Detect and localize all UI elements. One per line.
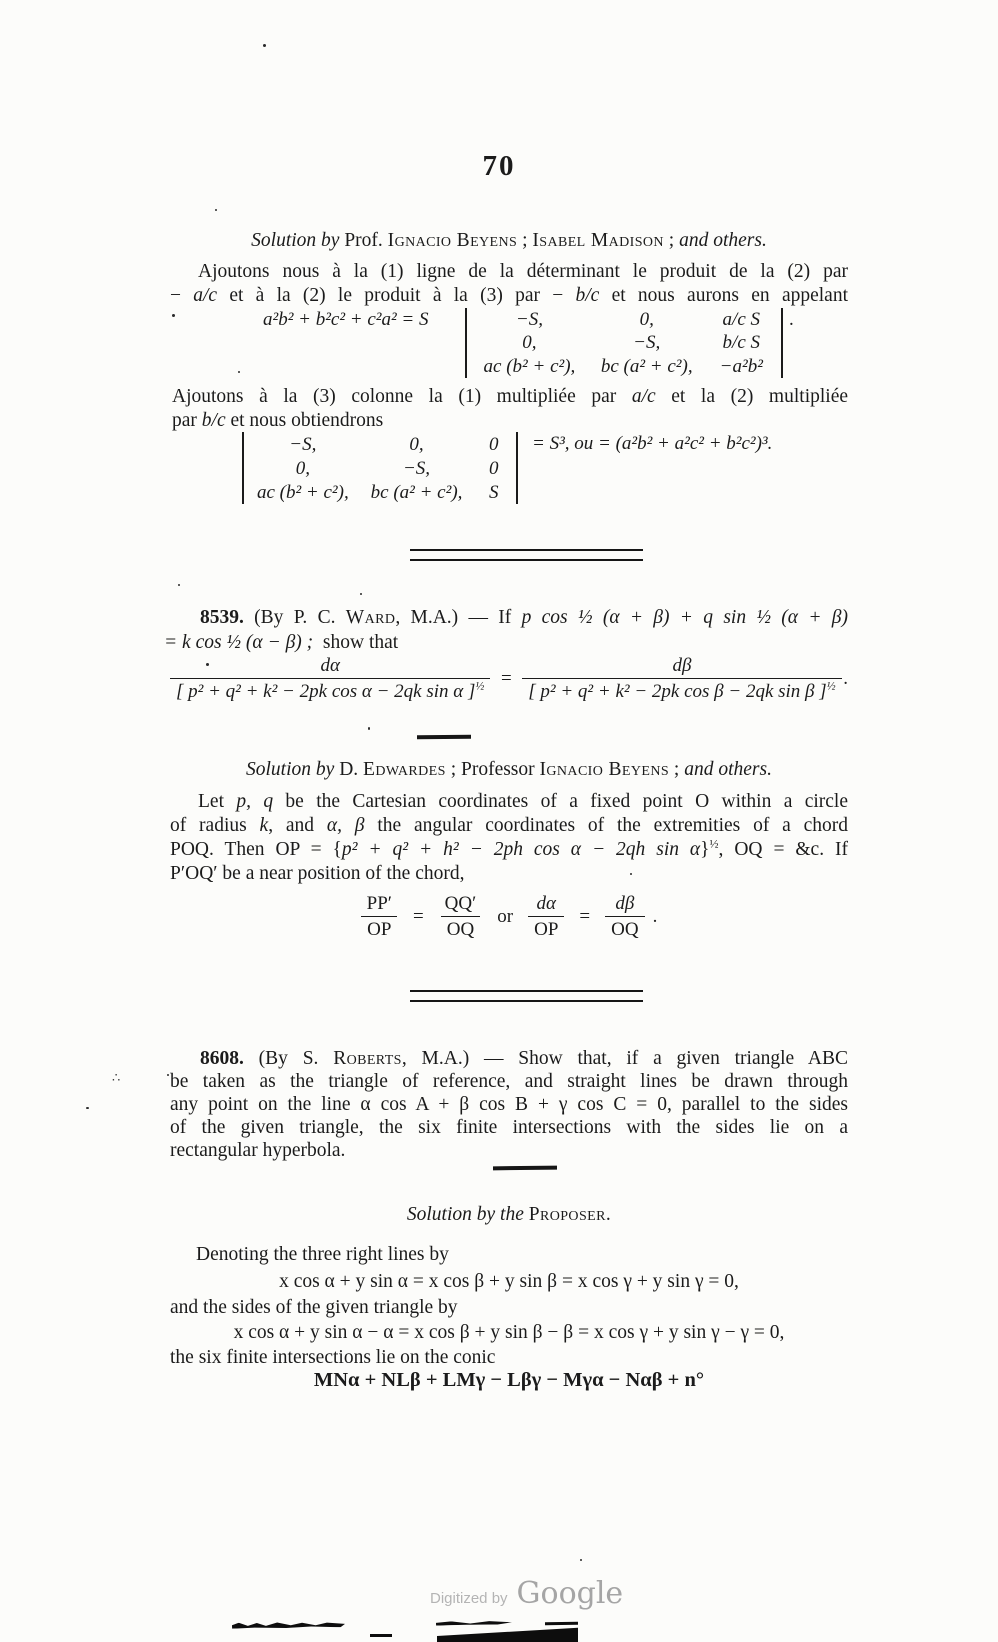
denominator-text: [ p² + q² + k² − 2pk cos β − 2qk sin β ] — [528, 681, 827, 702]
text-segment: − — [170, 285, 194, 306]
exponent: ½ — [826, 678, 836, 693]
determinant-2 — [242, 432, 772, 504]
text-segment: Let — [198, 791, 237, 812]
matrix-cell: −S, — [633, 332, 661, 354]
text-segment: Isabel Madison — [532, 230, 664, 251]
solution-8608-text-2: and the sides of the given triangle by — [170, 1297, 458, 1318]
matrix-cell: 0 — [488, 457, 499, 479]
matrix-cell: −S, — [515, 309, 543, 331]
matrix-cell: 0 — [488, 433, 499, 455]
google-logo: Google — [516, 1576, 624, 1611]
paragraph-french-1-line-1: Ajoutons nous à la (1) ligne de la déterminant le produit de la (2) par — [198, 261, 848, 282]
determinant-1-matrix — [467, 308, 781, 378]
fraction-denominator — [522, 678, 841, 702]
text-segment: ; Professor — [445, 759, 540, 780]
problem-8539-heading-line-1 — [170, 606, 848, 630]
solution-divider-rule — [417, 735, 471, 739]
solution-header-2 — [170, 758, 848, 782]
text-segment: Ignacio Beyens — [387, 230, 518, 251]
fraction-denominator: OQ — [441, 916, 480, 940]
determinant-1-period: . — [789, 309, 794, 330]
problem-8539-heading-line-2 — [164, 631, 844, 655]
text-segment: POQ. Then OP = { — [170, 839, 342, 860]
text-segment: } — [700, 839, 710, 860]
fraction-denominator: OQ — [605, 916, 644, 940]
text-segment: Proposer. — [528, 1204, 612, 1225]
fraction-numerator: dα — [320, 655, 340, 676]
matrix-cell: −S, — [289, 433, 317, 455]
determinant-2-result: = S³, ou = (a²b² + a²c² + b²c²)³. — [532, 433, 773, 454]
period: . — [843, 667, 848, 689]
scan-speck — [178, 584, 180, 586]
solution-divider-rule — [493, 1166, 557, 1171]
text-segment: and others. — [684, 759, 772, 780]
text-segment: k — [259, 815, 269, 836]
determinant-1 — [263, 308, 794, 378]
fraction-numerator: PP′ — [366, 893, 392, 914]
equals-sign: = — [579, 905, 591, 927]
text-segment: α, β — [326, 815, 365, 836]
matrix-cell: 0, — [295, 457, 310, 479]
or-word: or — [497, 905, 514, 927]
text-segment: Ignacio Beyens — [539, 759, 670, 780]
text-segment: Edwardes — [363, 759, 446, 780]
text-segment: P′OQ′ be a near position of the chord, — [170, 863, 465, 884]
problem-8608-line-3: any point on the line α cos A + β cos B + γ cos C = 0, parallel to the sides — [170, 1094, 848, 1115]
fraction-beta — [522, 655, 841, 702]
text-segment: Solution by the — [406, 1204, 529, 1225]
text-segment: (By P. C. — [243, 607, 346, 628]
scan-speck — [172, 314, 175, 317]
matrix-row — [467, 308, 781, 331]
problem-8608-line-5: rectangular hyperbola. — [170, 1140, 346, 1161]
text-segment: p, q — [236, 791, 274, 812]
determinant-2-matrix — [244, 432, 516, 504]
matrix-cell: 0, — [409, 433, 424, 455]
text-segment: b/c — [201, 410, 226, 431]
text-segment: 8608. — [200, 1048, 244, 1069]
watermark-prefix: Digitized by — [430, 1590, 508, 1607]
fraction-numerator: dα — [536, 893, 556, 914]
exponent: ½ — [475, 678, 485, 693]
matrix-cell: 0, — [522, 332, 537, 354]
scan-speck — [167, 1074, 169, 1076]
matrix-cell: b/c S — [722, 332, 761, 354]
text-segment: ½ — [709, 836, 719, 851]
solution-header-3 — [170, 1203, 848, 1227]
text-segment: ; — [663, 230, 680, 251]
paragraph-french-1-line-2 — [170, 284, 848, 308]
fraction-alpha — [170, 655, 490, 702]
digitized-watermark — [430, 1576, 623, 1611]
text-segment: , and — [268, 815, 327, 836]
text-segment: Roberts — [333, 1048, 402, 1069]
text-segment: a/c — [631, 386, 656, 407]
matrix-cell: ac (b² + c²), — [256, 481, 349, 503]
matrix-cell: 0, — [639, 309, 654, 331]
text-segment: a/c — [193, 285, 218, 306]
solution-8608-equation-1: x cos α + y sin α = x cos β + y sin β = x cos γ + y sin γ = 0, — [279, 1271, 739, 1292]
scan-speck — [263, 44, 266, 47]
scan-artifact — [437, 1627, 578, 1642]
text-segment: et nous aurons en appelant — [599, 285, 848, 306]
period: . — [652, 905, 658, 927]
fraction-numerator: QQ′ — [444, 893, 477, 914]
matrix-cell: −a²b² — [719, 355, 763, 377]
text-segment: Solution by — [246, 759, 340, 780]
text-segment: (By S. — [243, 1048, 334, 1069]
matrix-row — [244, 432, 516, 456]
text-segment: show that — [313, 632, 399, 653]
text-segment: of radius — [170, 815, 260, 836]
equation-chord-ratios — [170, 893, 848, 940]
equals-sign: = — [500, 667, 512, 689]
fraction-numerator: dβ — [615, 893, 635, 914]
solution-8608-equation-2: x cos α + y sin α − α = x cos β + y sin β − β = x cos γ + y sin γ − γ = 0, — [233, 1322, 785, 1343]
matrix-row — [467, 331, 781, 354]
matrix-cell: S — [488, 481, 499, 503]
text-segment: Prof. — [344, 230, 388, 251]
text-segment: be the Cartesian coordinates of a fixed point O within a circle — [273, 791, 849, 812]
problem-8608-line-1 — [170, 1047, 848, 1071]
fraction-numerator: dβ — [672, 655, 692, 676]
solution-header-1 — [170, 229, 848, 253]
text-segment: D. — [339, 759, 364, 780]
section-divider-double-rule — [410, 990, 643, 1002]
scan-speck — [215, 209, 217, 211]
problem-8608-line-4: of the given triangle, the six finite intersections with the sides lie on a — [170, 1117, 848, 1138]
paragraph-french-2-line-2 — [172, 409, 848, 433]
solution-8539-line-4 — [170, 862, 848, 886]
matrix-cell: a/c S — [722, 309, 761, 331]
matrix-row — [244, 480, 516, 504]
section-divider-double-rule — [410, 549, 643, 561]
text-segment: par — [172, 410, 202, 431]
page-number: 70 — [482, 150, 516, 182]
text-segment: ; — [669, 759, 685, 780]
scan-speck — [360, 593, 362, 595]
solution-8539-line-2 — [170, 814, 848, 838]
equation-8539 — [170, 655, 848, 702]
text-segment: b/c — [575, 285, 600, 306]
margin-mark-therefore: ∴ — [112, 1070, 121, 1085]
scan-artifact — [545, 1622, 578, 1626]
fraction-dbeta-oq — [605, 893, 644, 940]
solution-8608-text-3: the six finite intersections lie on the conic — [170, 1347, 496, 1368]
fraction-denominator: OP — [361, 916, 397, 940]
matrix-row — [467, 355, 781, 378]
fraction-denominator — [170, 678, 490, 702]
matrix-cell: bc (a² + c²), — [600, 355, 693, 377]
solution-8608-equation-conic: MNα + NLβ + LMγ − Lβγ − Mγα − Nαβ + n° — [313, 1369, 705, 1391]
paragraph-french-2-line-1 — [172, 385, 848, 409]
text-segment: et nous obtiendrons — [225, 410, 384, 431]
scan-speck — [580, 1559, 582, 1561]
scan-artifact — [370, 1634, 392, 1637]
text-segment: and others. — [679, 230, 767, 251]
text-segment: , M.A.) — If — [395, 607, 522, 628]
text-segment: p² + q² + h² − 2ph cos α − 2qh sin α — [341, 839, 701, 860]
denominator-text: [ p² + q² + k² − 2pk cos α − 2qk sin α ] — [176, 681, 476, 702]
fraction-qq-oq — [439, 893, 483, 940]
text-segment: 8539. — [200, 607, 244, 628]
scan-speck — [368, 727, 370, 730]
text-segment: the angular coordinates of the extremities of a chord — [364, 815, 848, 836]
problem-8608-line-2: be taken as the triangle of reference, and straight lines be drawn through — [170, 1071, 848, 1092]
text-segment: Ajoutons à la (3) colonne la (1) multipliée par — [172, 386, 632, 407]
text-segment: et la (2) multipliée — [655, 386, 849, 407]
fraction-dalpha-op — [528, 893, 564, 940]
matrix-cell: −S, — [402, 457, 431, 479]
solution-8539-line-1 — [170, 790, 848, 814]
scan-artifact — [436, 1620, 512, 1625]
scan-speck — [86, 1107, 89, 1109]
determinant-1-prefix: a²b² + b²c² + c²a² = S — [263, 309, 429, 330]
text-segment: , M.A.) — Show that, if a given triangle ABC — [401, 1048, 848, 1069]
text-segment: Solution by — [251, 230, 345, 251]
matrix-row — [244, 456, 516, 480]
text-segment: p cos ½ (α + β) + q sin ½ (α + β) — [521, 607, 848, 628]
matrix-cell: ac (b² + c²), — [483, 355, 576, 377]
text-segment: = k cos ½ (α − β) ; — [164, 632, 314, 653]
text-segment: Ward — [345, 607, 396, 628]
solution-8539-line-3 — [170, 838, 848, 862]
solution-8608-text-1: Denoting the three right lines by — [196, 1244, 449, 1265]
scan-artifact — [232, 1621, 345, 1629]
text-segment: , OQ = &c. If — [718, 839, 848, 860]
text-segment: et à la (2) le produit à la (3) par − — [217, 285, 576, 306]
fraction-denominator: OP — [528, 916, 564, 940]
scan-speck — [238, 371, 240, 373]
fraction-pp-op — [361, 893, 398, 940]
equals-sign: = — [412, 905, 424, 927]
matrix-cell: bc (a² + c²), — [370, 481, 463, 503]
text-segment: ; — [517, 230, 533, 251]
